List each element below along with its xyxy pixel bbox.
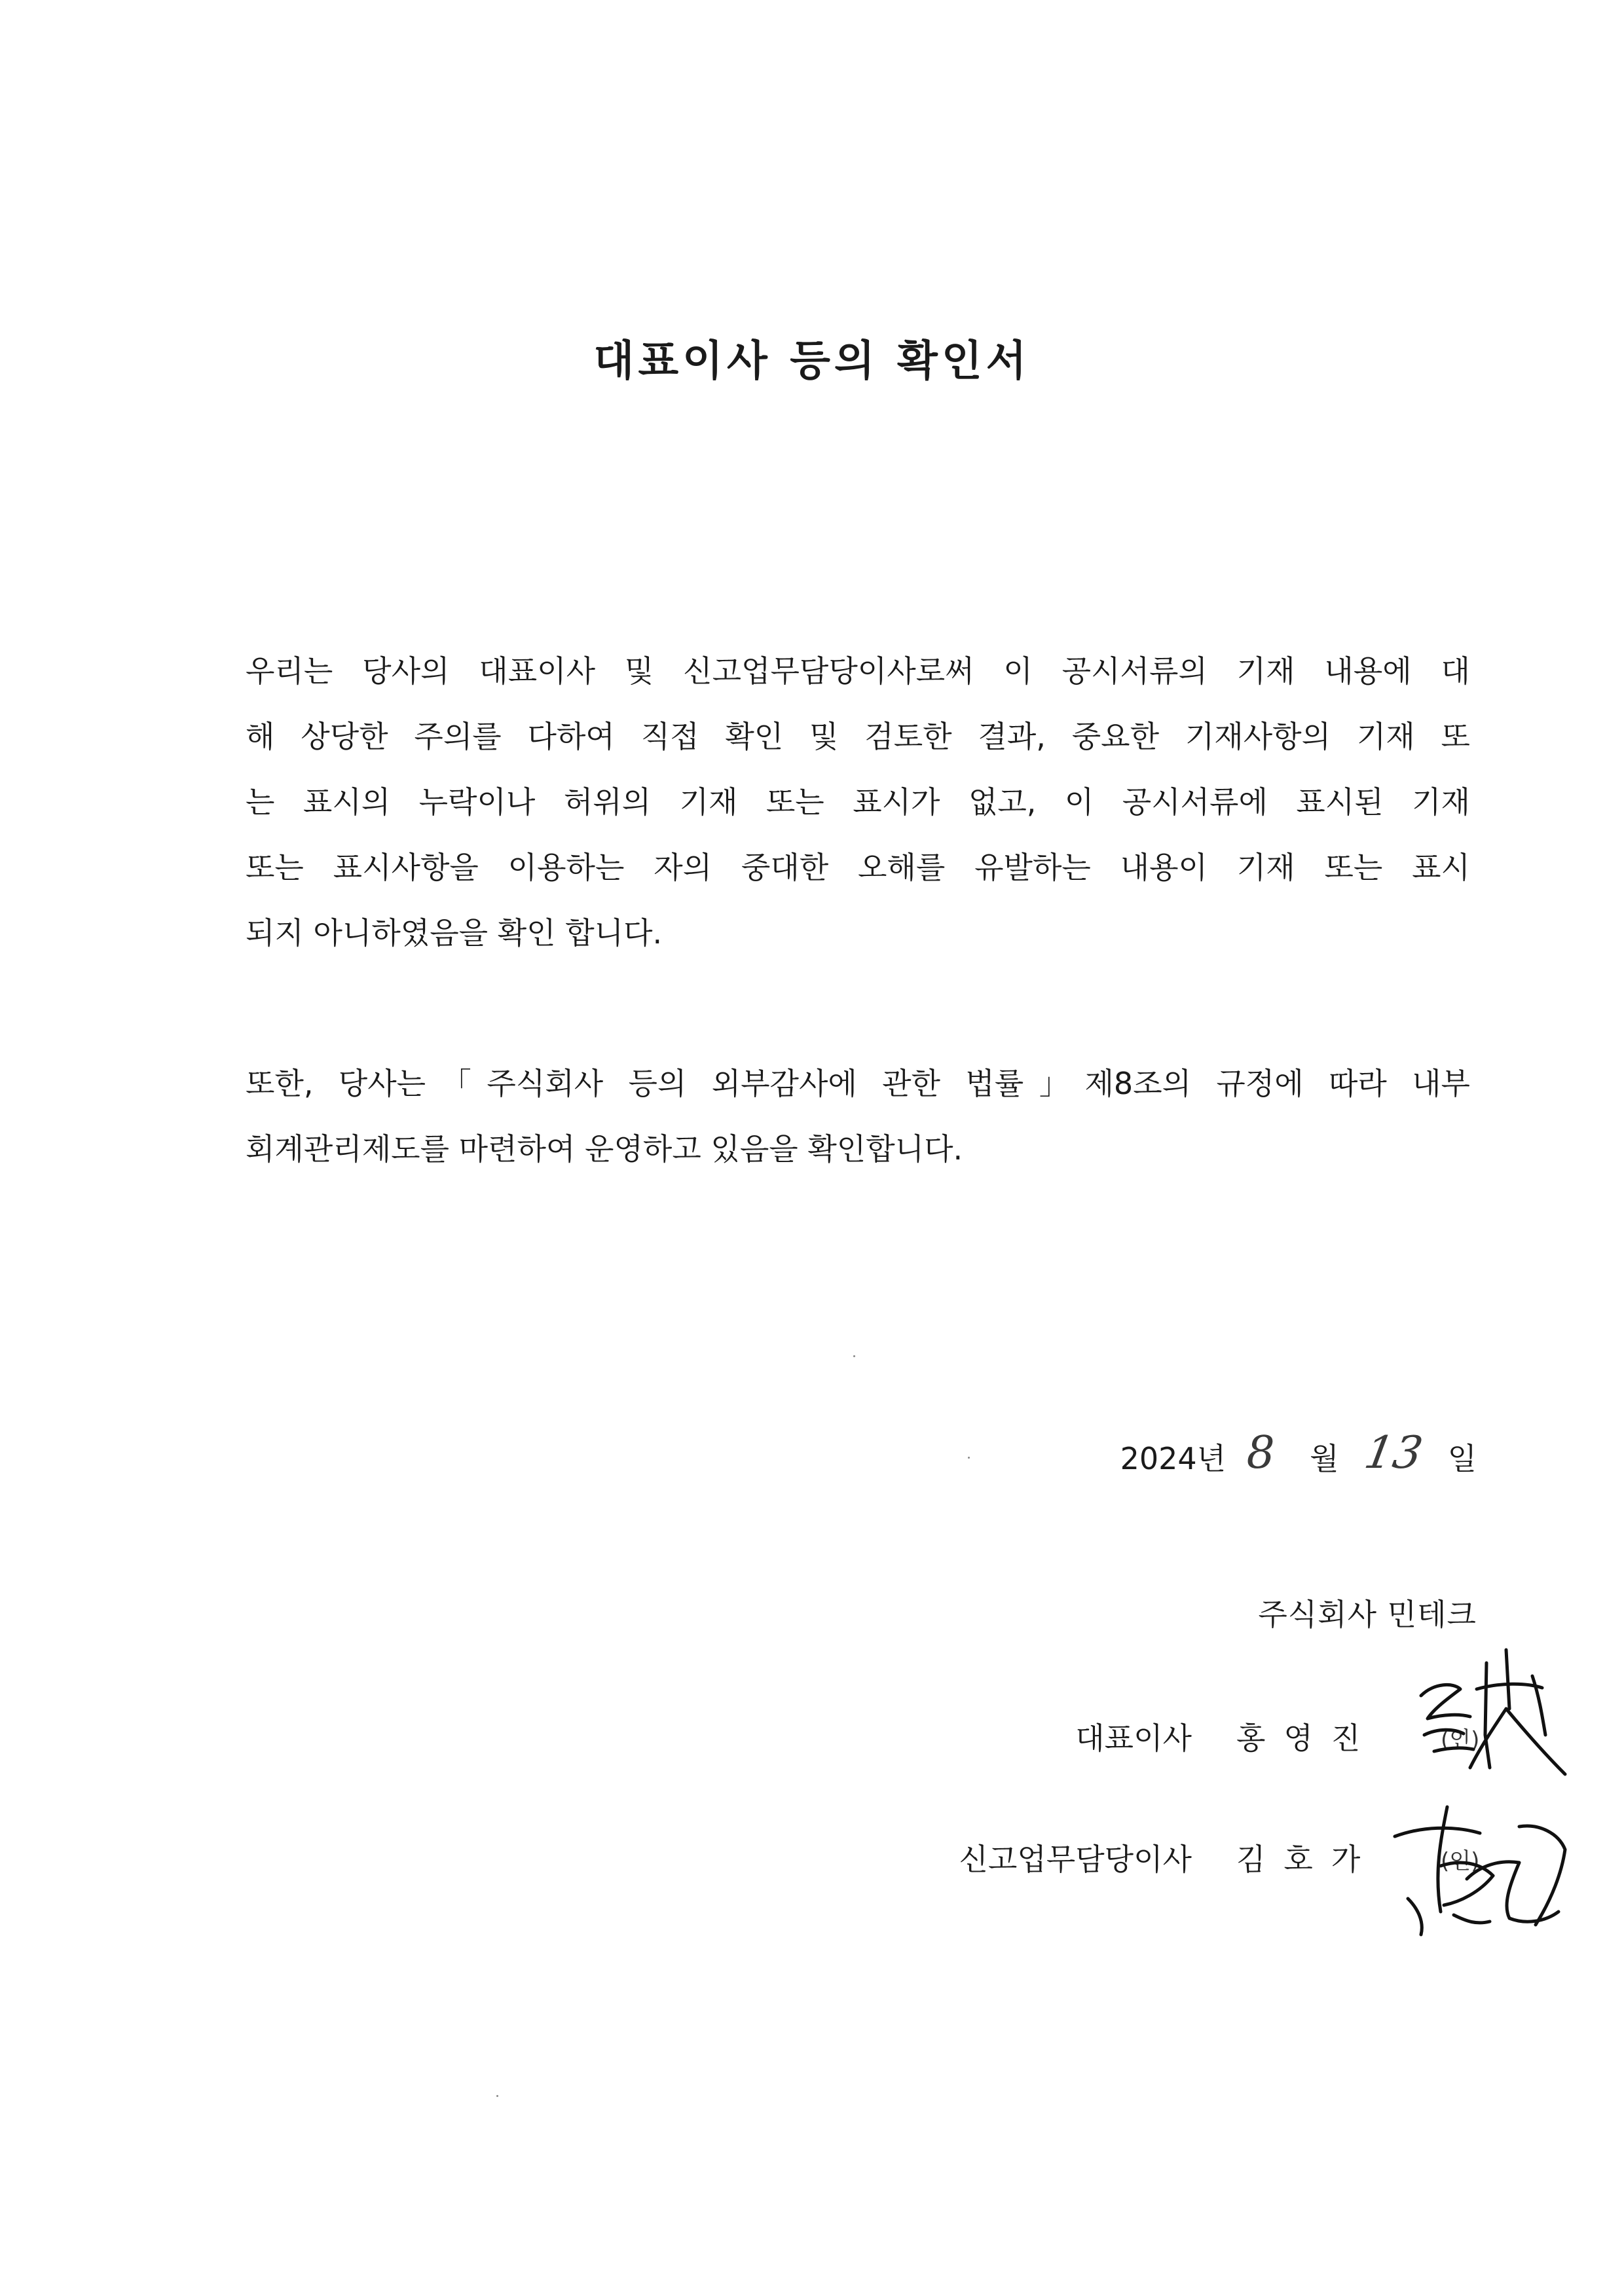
paragraph-line: 되지 아니하였음을 확인 합니다. — [246, 915, 663, 951]
paragraph-line: 는 표시의 누락이나 허위의 기재 또는 표시가 없고, 이 공시서류에 표시된 기재 — [246, 784, 1470, 820]
signer-name: 홍영진 — [1236, 1721, 1379, 1756]
scan-speck — [853, 1355, 855, 1357]
date-month-handwritten: 8 — [1246, 1427, 1275, 1479]
internal-control-paragraph — [246, 1051, 1470, 1182]
paragraph-line: 또는 표시사항을 이용하는 자의 중대한 오해를 유발하는 내용이 기재 또는 표시 — [246, 850, 1470, 885]
company-name: 주식회사 민테크 — [1258, 1597, 1477, 1632]
paragraph-line: 회계관리제도를 마련하여 운영하고 있음을 확인합니다. — [246, 1131, 963, 1167]
signer-ceo — [0, 1719, 1624, 1758]
confirmation-paragraph — [246, 638, 1470, 966]
date-month-label: 월 — [1310, 1441, 1339, 1476]
seal-mark: (인) — [1441, 1848, 1480, 1874]
signer-role: 신고업무담당이사 — [959, 1842, 1192, 1877]
paragraph-line: 우리는 당사의 대표이사 및 신고업무담당이사로써 이 공시서류의 기재 내용에 대 — [246, 653, 1470, 689]
seal-mark: (인) — [1441, 1727, 1480, 1753]
ceo-signature — [1408, 1637, 1578, 1787]
director-signature — [1369, 1787, 1578, 1944]
signer-name: 김호가 — [1236, 1842, 1379, 1877]
paragraph-line: 해 상당한 주의를 다하여 직접 확인 및 검토한 결과, 중요한 기재사항의 기재 또 — [246, 719, 1470, 754]
date-day-label: 일 — [1447, 1441, 1477, 1476]
date-day-handwritten: 13 — [1360, 1427, 1426, 1479]
document-title: 대표이사 등의 확인서 — [593, 337, 1031, 386]
document-date — [1120, 1421, 1477, 1493]
date-year: 2024년 — [1120, 1441, 1227, 1476]
scan-speck — [496, 2095, 498, 2097]
signer-role: 대표이사 — [1075, 1721, 1192, 1756]
scan-speck — [968, 1457, 970, 1459]
paragraph-line: 또한, 당사는「주식회사 등의 외부감사에 관한 법률」제8조의 규정에 따라 내부 — [246, 1066, 1470, 1101]
